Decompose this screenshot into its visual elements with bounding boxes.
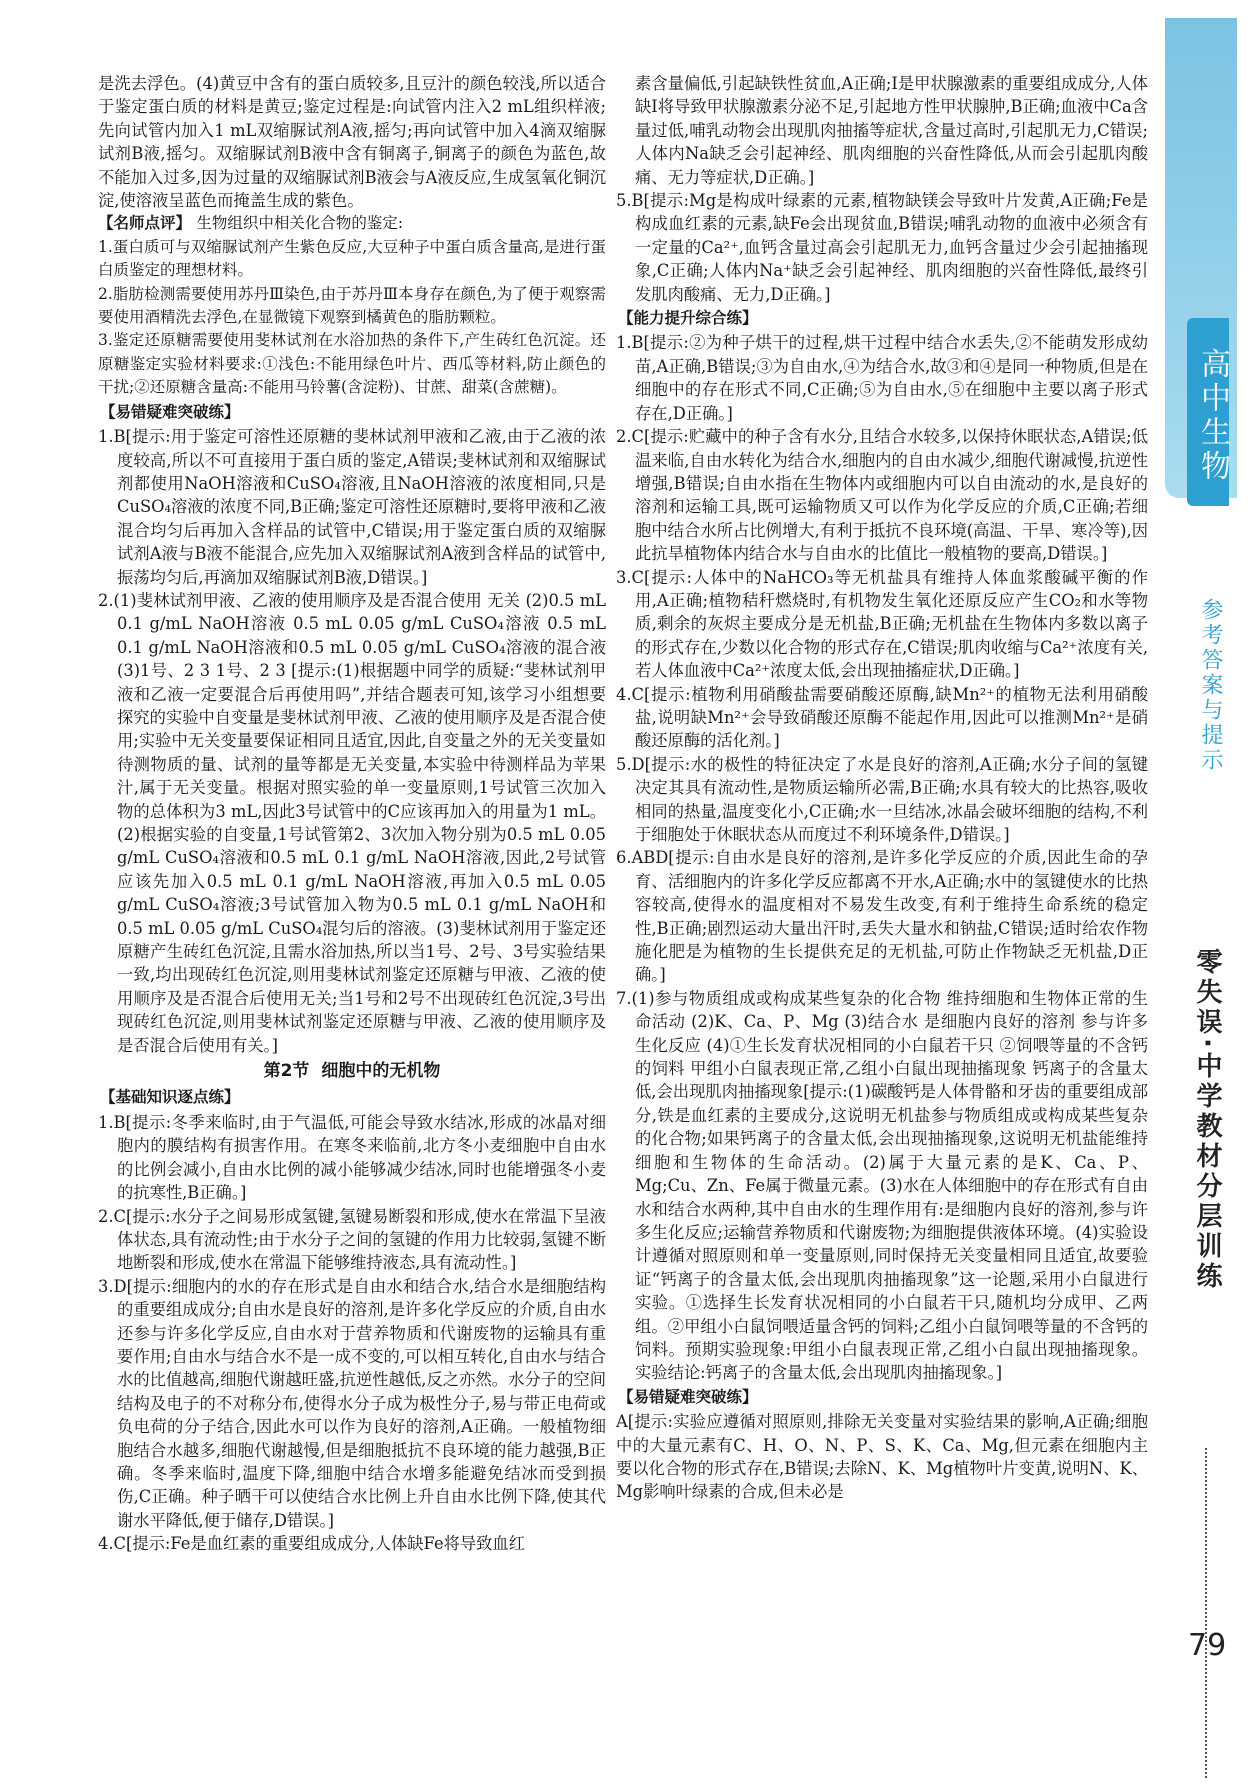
answer-item: 1.B[提示:用于鉴定可溶性还原糖的斐林试剂甲液和乙液,由于乙液的浓度较高,所以不可直接用于蛋白质的鉴定,A错误;斐林试剂和双缩脲试剂都使用NaOH溶液和CuSO₄溶液,且NaOH溶液的浓度相同,只是CuSO₄溶液的浓度不同,B正确;鉴定可溶性还原糖时,要将甲液和乙液混合均匀后再加入含样品的试管中,C错误;用于鉴定蛋白质的双缩脲试剂A液与B液不能混合,应先加入双缩脲试剂A液到含样品的试管中,振荡均匀后,再滴加双缩脲试剂B液,D错误。] <box>98 427 606 587</box>
section-label: 【能力提升综合练】 <box>618 309 758 328</box>
answer-item: 4.C[提示:植物利用硝酸盐需要硝酸还原酶,缺Mn²⁺的植物无法利用硝酸盐,说明缺Mn²⁺会导致硝酸还原酶不能起作用,因此可以推测Mn²⁺是硝酸还原酶的活化剂。] <box>616 684 1148 751</box>
subject-tab: 高中生物 <box>1187 318 1229 506</box>
answer-item: 6.ABD[提示:自由水是良好的溶剂,是许多化学反应的介质,因此生命的孕育、活细胞内的许多化学反应都离不开水,A正确;水中的氢键使水的比热容较高,使得水的温度相对不易发生改变,有利于维持生命系统的稳定性,B正确;剧烈运动大量出汗时,丢失大量水和钠盐,C错误;适时给农作物施化肥是为植物的生长提供充足的无机盐,可防止作物缺乏无机盐,D正确。] <box>616 848 1148 985</box>
note-item: 2.脂肪检测需要使用苏丹Ⅲ染色,由于苏丹Ⅲ本身存在颜色,为了便于观察需要使用酒精洗去浮色,在显微镜下观察到橘黄色的脂肪颗粒。 <box>98 284 606 327</box>
answer-item: 2.(1)斐林试剂甲液、乙液的使用顺序及是否混合使用 无关 (2)0.5 mL 0.1 g/mL NaOH溶液 0.5 mL 0.05 g/mL CuSO₄溶液 0.5 mL 0.1 g/mL NaOH溶液和0.5 mL 0.05 g/mL CuSO₄溶液的混合液 (3)1号、2 3 1号、2 3 [提示:(1)根据题中同学的质疑:“斐林试剂甲液和乙液一定要混合后再使用吗”,并结合题表可知,该学习小组想要探究的实验中自变量是斐林试剂甲液、乙液的使用顺序及是否混合使用;实验中无关变量要保证相同且适宜,因此,自变量之外的无关变量如待测物质的量、试剂的量等都是无关变量,本实验中待测样品为苹果汁,属于无关变量。根据对照实验的单一变量原则,1号试管三次加入物的总体积为3 mL,因此3号试管中的C应该再加入的用量为1 mL。(2)根据实验的自变量,1号试管第2、3次加入物分别为0.5 mL 0.05 g/mL CuSO₄溶液和0.5 mL 0.1 g/mL NaOH溶液,因此,2号试管应该先加入0.5 mL 0.1 g/mL NaOH溶液,再加入0.5 mL 0.05 g/mL CuSO₄溶液;3号试管加入物为0.5 mL 0.1 g/mL NaOH和0.5 mL 0.05 g/mL CuSO₄混匀后的溶液。(3)斐林试剂用于鉴定还原糖产生砖红色沉淀,且需水浴加热,所以当1号、2号、3号实验结果一致,均出现砖红色沉淀,则用斐林试剂鉴定还原糖与甲液、乙液的使用顺序及是否混合后使用无关;当1号和2号不出现砖红色沉淀,3号出现砖红色沉淀,则用斐林试剂鉴定还原糖与甲液、乙液的使用顺序及是否混合后使用有关。] <box>98 590 606 1055</box>
section-title-number: 第2节 <box>263 1061 310 1082</box>
side-gutter <box>1165 18 1250 1786</box>
dotted-rule <box>1205 1448 1209 1778</box>
teacher-comment-title: 生物组织中相关化合物的鉴定: <box>196 214 404 233</box>
section-side-label: 参考答案与提示 <box>1198 598 1223 773</box>
section-label: 【基础知识逐点练】 <box>100 1088 240 1107</box>
left-column <box>98 72 606 1556</box>
answer-item: A[提示:实验应遵循对照原则,排除无关变量对实验结果的影响,A正确;细胞中的大量元素有C、H、O、N、P、S、K、Ca、Mg,但元素在细胞内主要以化合物的形式存在,B错误;去除N、K、Mg植物叶片变黄,说明N、K、Mg影响叶绿素的合成,但未必是 <box>616 1412 1148 1502</box>
section-label: 【易错疑难突破练】 <box>618 1387 758 1406</box>
note-item: 3.鉴定还原糖需要使用斐林试剂在水浴加热的条件下,产生砖红色沉淀。还原糖鉴定实验材料要求:①浅色:不能用绿色叶片、西瓜等材料,防止颜色的干扰;②还原糖含量高:不能用马铃薯(含淀粉)、甘蔗、甜菜(含蔗糖)。 <box>98 331 606 397</box>
teacher-comment-label: 【名师点评】 <box>98 214 192 233</box>
answer-item: 2.C[提示:贮藏中的种子含有水分,且结合水较多,以保持休眠状态,A错误;低温来临,自由水转化为结合水,细胞内的自由水减少,细胞代谢减慢,抗逆性增强,B错误;自由水指在生物体内或细胞内可以自由流动的水,是良好的溶剂和运输工具,既可运输物质又可以作为化学反应的介质,C正确;若细胞中结合水所占比例增大,有利于抵抗不良环境(高温、干旱、寒冷等),因此抗旱植物体内结合水与自由水的比值比一般植物的要高,D错误。] <box>616 427 1148 564</box>
answer-item: 2.C[提示:水分子之间易形成氢键,氢键易断裂和形成,使水在常温下呈液体状态,具有流动性;由于水分子之间的氢键的作用力比较弱,氢键不断地断裂和形成,使水在常温下能够维持液态,具有流动性。] <box>98 1206 606 1273</box>
answer-item: 1.B[提示:②为种子烘干的过程,烘干过程中结合水丢失,②不能萌发形成幼苗,A正确,B错误;③为自由水,④为结合水,故③和④是同一种物质,但是在细胞中的存在形式不同,C正确;⑤为自由水,⑤在细胞中主要以离子形式存在,D正确。] <box>616 333 1148 423</box>
intro-paragraph: 是洗去浮色。(4)黄豆中含有的蛋白质较多,且豆汁的颜色较浅,所以适合于鉴定蛋白质的材料是黄豆;鉴定过程是:向试管内注入2 mL组织样液;先向试管内加入1 mL双缩脲试剂A液,摇匀;再向试管中加入4滴双缩脲试剂B液,摇匀。双缩脲试剂B液中含有铜离子,铜离子的颜色为蓝色,故不能加入过多,因为过量的双缩脲试剂B液会与A液反应,生成氢氧化铜沉淀,使溶液呈蓝色而掩盖生成的紫色。 <box>98 74 606 211</box>
answer-continuation: 素含量偏低,引起缺铁性贫血,A正确;I是甲状腺激素的重要组成成分,人体缺I将导致甲状腺激素分泌不足,引起地方性甲状腺肿,B正确;血液中Ca含量过低,哺乳动物会出现肌肉抽搐等症状,含量过高时,引起肌无力,C错误;人体内Na缺乏会引起神经、肌肉细胞的兴奋性降低,从而会引起肌肉酸痛、无力等症状,D正确。] <box>635 74 1148 187</box>
answer-item: 7.(1)参与物质组成或构成某些复杂的化合物 维持细胞和生物体正常的生命活动 (2)K、Ca、P、Mg (3)结合水 是细胞内良好的溶剂 参与许多生化反应 (4)①生长发育状况相同的小白鼠若干只 ②饲喂等量的不含钙的饲料 甲组小白鼠表现正常,乙组小白鼠出现抽搐现象 钙离子的含量太低,会出现肌肉抽搐现象[提示:(1)碳酸钙是人体骨骼和牙齿的重要组成部分,铁是血红素的主要成分,这说明无机盐参与物质组成或构成某些复杂的化合物;如果钙离子的含量太低,会出现抽搐现象,这说明无机盐能维持细胞和生物体的生命活动。(2)属于大量元素的是K、Ca、P、Mg;Cu、Zn、Fe属于微量元素。(3)水在人体细胞中的存在形式有自由水和结合水两种,其中自由水的生理作用有:是细胞内良好的溶剂,参与许多生化反应;运输营养物质和代谢废物;为细胞提供液体环境。(4)实验设计遵循对照原则和单一变量原则,同时保持无关变量相同且适宜,故要验证“钙离子的含量太低,会出现肌肉抽搐现象”这一论题,采用小白鼠进行实验。①选择生长发育状况相同的小白鼠若干只,随机均分成甲、乙两组。②甲组小白鼠饲喂适量含钙的饲料;乙组小白鼠饲喂等量的不含钙的饲料。预期实验现象:甲组小白鼠表现正常,乙组小白鼠出现抽搐现象。实验结论:钙离子的含量太低,会出现肌肉抽搐现象。] <box>616 988 1148 1383</box>
answer-item: 1.B[提示:冬季来临时,由于气温低,可能会导致水结冰,形成的冰晶对细胞内的膜结构有损害作用。在寒冬来临前,北方冬小麦细胞中自由水的比例会减小,自由水比例的减小能够减少结冰,同时也能增强冬小麦的抗寒性,B正确。] <box>98 1112 606 1203</box>
section-label: 【易错疑难突破练】 <box>100 402 240 421</box>
page-number: 79 <box>1188 1628 1227 1663</box>
section-title <box>98 1060 606 1083</box>
answer-item: 5.D[提示:水的极性的特征决定了水是良好的溶剂,A正确;水分子间的氢键决定其具有流动性,是物质运输所必需,B正确;水具有较大的比热容,吸收相同的热量,温度变化小,C正确;水一旦结冰,冰晶会破坏细胞的结构,不利于细胞处于休眠状态从而度过不利环境条件,D错误。] <box>616 754 1148 844</box>
brand-title: 零失误·中学教材分层训练 <box>1192 948 1222 1292</box>
note-item: 1.蛋白质可与双缩脲试剂产生紫色反应,大豆种子中蛋白质含量高,是进行蛋白质鉴定的理想材料。 <box>98 237 606 280</box>
answer-item: 3.C[提示:人体中的NaHCO₃等无机盐具有维持人体血浆酸碱平衡的作用,A正确;植物秸秆燃烧时,有机物发生氧化还原反应产生CO₂和水等物质,剩余的灰烬主要成分是无机盐,B正确;无机盐在生物体内多数以离子的形式存在,少数以化合物的形式存在,C错误;肌肉收缩与Ca²⁺浓度有关,若人体血液中Ca²⁺浓度太低,会出现抽搐症状,D正确。] <box>616 567 1148 681</box>
answer-item: 5.B[提示:Mg是构成叶绿素的元素,植物缺镁会导致叶片发黄,A正确;Fe是构成血红素的元素,缺Fe会出现贫血,B错误;哺乳动物的血液中必须含有一定量的Ca²⁺,血钙含量过高会引起肌无力,血钙含量过少会引起抽搐现象,C正确;人体内Na⁺缺乏会引起神经、肌肉细胞的兴奋性降低,最终引发肌肉酸痛、无力,D正确。] <box>616 191 1148 304</box>
section-title-text: 细胞中的无机物 <box>321 1061 441 1082</box>
answer-item: 4.C[提示:Fe是血红素的重要组成成分,人体缺Fe将导致血红 <box>98 1534 525 1554</box>
answer-item: 3.D[提示:细胞内的水的存在形式是自由水和结合水,结合水是细胞结构的重要组成成分;自由水是良好的溶剂,是许多化学反应的介质,自由水还参与许多化学反应,自由水对于营养物质和代谢废物的运输具有重要作用;自由水与结合水不是一成不变的,可以相互转化,自由水与结合水的比值越高,细胞代谢越旺盛,抗逆性越低,反之亦然。水分子的空间结构及电子的不对称分布,使得水分子成为极性分子,易与带正电荷或负电荷的分子结合,因此水可以作为良好的溶剂,A正确。一般植物细胞结合水越多,细胞代谢越慢,但是细胞抵抗不良环境的能力越强,B正确。冬季来临时,温度下降,细胞中结合水增多能避免结冰而受到损伤,C正确。种子晒干可以使结合水比例上升自由水比例下降,使其代谢水平降低,便于储存,D错误。] <box>98 1276 606 1530</box>
teacher-comment <box>98 212 606 399</box>
right-column <box>616 72 1148 1504</box>
